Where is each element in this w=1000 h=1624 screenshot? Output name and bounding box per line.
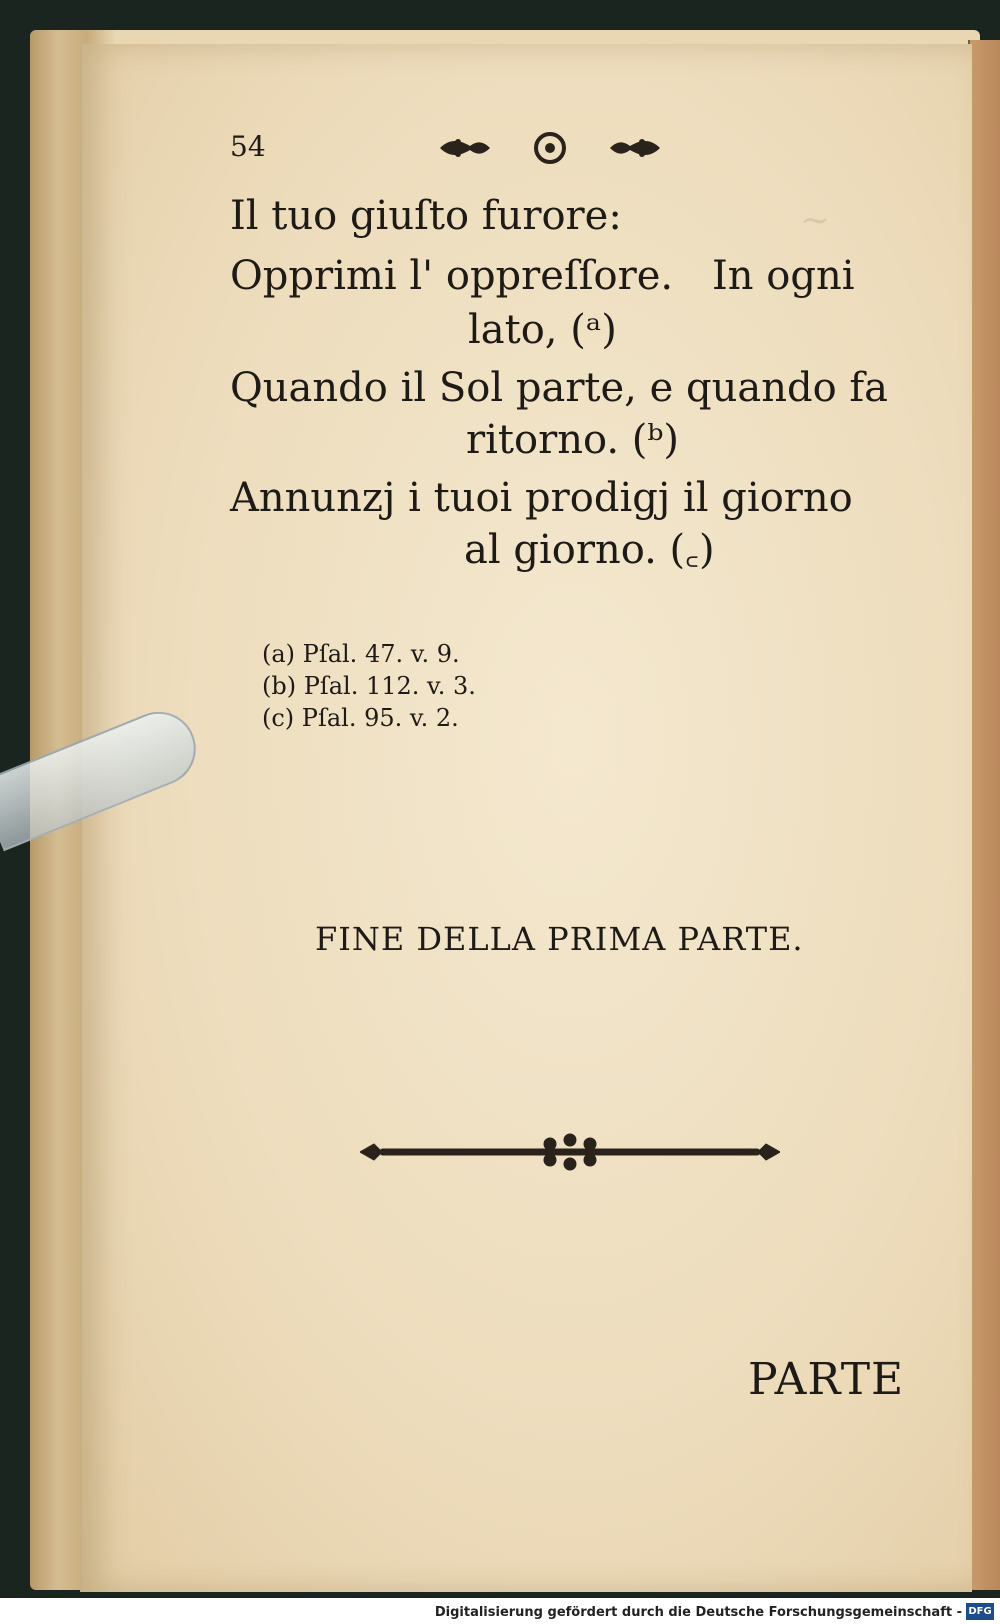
verse-line-4-turnover: al giorno. (꜀) xyxy=(464,527,715,573)
digitization-credit: Digitalisierung gefördert durch die Deutsche Forschungsgemeinschaft - xyxy=(434,1605,962,1620)
verse-line-3-turnover: ritorno. (ᵇ) xyxy=(466,417,679,463)
show-through-mark: ~ xyxy=(800,200,831,241)
verse-line-1: Il tuo giuſto furore: xyxy=(230,193,622,239)
dfg-logo-icon: DFG xyxy=(966,1603,994,1620)
footnote-b: (b) Pſal. 112. v. 3. xyxy=(262,672,476,700)
verse-line-2: Opprimi l' oppreſſore. xyxy=(230,253,674,299)
footnote-c: (c) Pſal. 95. v. 2. xyxy=(262,704,459,732)
footnote-a: (a) Pſal. 47. v. 9. xyxy=(262,640,460,668)
header-ornament-icon xyxy=(440,128,660,168)
verse-line-2-turnover: lato, (ᵃ) xyxy=(468,307,617,353)
verse-line-2-continuation: In ogni xyxy=(712,253,855,299)
facing-page-edge xyxy=(968,40,1000,1590)
catchword: PARTE xyxy=(748,1354,905,1405)
verse-line-3: Quando il Sol parte, e quando fa xyxy=(230,365,889,411)
divider-ornament-icon xyxy=(360,1132,780,1172)
page-number: 54 xyxy=(230,130,266,163)
end-heading: FINE DELLA PRIMA PARTE. xyxy=(315,920,804,958)
footer-bar xyxy=(0,1598,1000,1624)
verse-line-4: Annunzj i tuoi prodigj il giorno xyxy=(230,475,853,521)
